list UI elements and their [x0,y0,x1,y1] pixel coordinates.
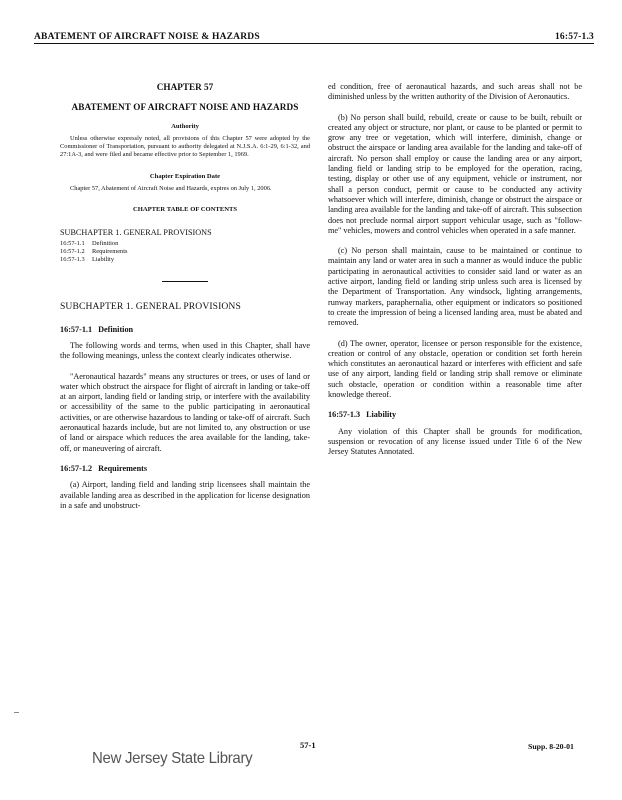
section-number: 16:57-1.3 [328,410,361,420]
requirements-paragraph-a: (a) Airport, landing field and landing strip licensees shall maintain the available landing area as described in the application for license designation in a safe and unobstruct- [60,480,310,510]
toc-entry-title: Requirements [92,247,128,255]
toc-entry-title: Definition [92,239,119,247]
section-heading-liability [328,410,582,420]
chapter-number: CHAPTER 57 [156,82,214,92]
toc-entry [60,240,310,248]
liability-paragraph: Any violation of this Chapter shall be grounds for modification, suspension or revocation of any license issued under Title 6 of the New Jersey Statutes Annotated. [328,426,582,457]
requirements-paragraph-b: (b) No person shall build, rebuild, create or cause to be built, rebuilt or created any object or structure, nor plant, or cause to be planted or permit to grow any tree or vegetation, which will interfere, diminish, change or obstruct the airspace or landing area available for the landing and take-off of aircraft. No person shall employ or cause the landing area or any airport, landing field or landing strip to be employed for the operation, racing, testing, display or other use of any equipment, vehicle or instrument, nor shall a person conduct, permit or cause to be conducted any activity whatsoever which will interfere, diminish, change or obstruct the airspace or landing area available for the landing and take-off of aircraft. This subsection does not preclude normal airport support vehicular usage, such as "follow-me" vehicles, mowers and control vehicles when operated in a safe manner. [328,112,582,235]
toc-heading: CHAPTER TABLE OF CONTENTS [132,206,238,214]
supplement-date: Supp. 8-20-01 [528,742,574,751]
section-title: Definition [98,324,134,334]
section-number: 16:57-1.1 [60,324,93,334]
running-header [34,32,594,44]
definition-intro-paragraph: The following words and terms, when used in this Chapter, shall have the following meanings, unless the context clearly indicates otherwise. [60,340,310,361]
toc-subchapter: SUBCHAPTER 1. GENERAL PROVISIONS [60,227,212,237]
toc-entry-number: 16:57-1.3 [60,255,85,263]
running-header-title: ABATEMENT OF AIRCRAFT NOISE & HAZARDS [34,32,260,42]
chapter-title: ABATEMENT OF AIRCRAFT NOISE AND HAZARDS [71,102,299,113]
expiration-heading: Chapter Expiration Date [149,172,221,180]
right-column [328,82,582,468]
requirements-paragraph-a-continued: ed condition, free of aeronautical hazards, and such areas shall not be diminished unless by the written authority of the Division of Aeronautics. [328,82,582,102]
toc-entry [60,256,310,264]
toc-entry-number: 16:57-1.1 [60,239,85,247]
toc-entry-title: Liability [92,255,115,263]
scan-edge-mark [14,712,19,713]
running-header-section: 16:57-1.3 [554,32,594,42]
section-title: Requirements [98,463,148,473]
subchapter-heading: SUBCHAPTER 1. GENERAL PROVISIONS [60,301,241,313]
section-heading-definition [60,325,310,335]
toc-entry [60,248,310,256]
section-title: Liability [366,410,397,420]
authority-text: Unless otherwise expressly noted, all provisions of this Chapter 57 were adopted by the Commissioner of Transportation, pursuant to authority delegated at N.J.S.A. 6:1-29, 6:1-32, and 27:1A-3, and were filed and became effective prior to September 1, 1969. [60,134,310,159]
authority-heading: Authority [171,122,199,130]
section-number: 16:57-1.2 [60,463,93,473]
library-watermark-logo: New Jersey State Library [92,749,253,768]
page-number: 57-1 [300,740,316,750]
requirements-paragraph-d: (d) The owner, operator, licensee or person responsible for the existence, creation or control of any obstacle, operation or condition set forth herein which constitutes an aeronautical hazard or interferes with efficient and safe use of any airport, landing field or landing strip shall remove or eliminate such obstacle, operation or condition within a reasonable time after knowledge thereof. [328,338,582,400]
expiration-text: Chapter 57, Abatement of Aircraft Noise and Hazards, expires on July 1, 2006. [70,185,272,193]
aeronautical-hazards-definition: "Aeronautical hazards" means any structures or trees, or uses of land or water which obstruct the airspace for flight of aircraft in landing or take-off at an airport, landing field or landing strip, or interfere with the availability or accessibility of the same to the public participating in aeronautical activities, or are otherwise hazardous to landing or take-off of aircraft. Such aeronautical hazards include, but are not limited to, any obstruction or use of land or airspace which reduces the area available for the landing, take-off, or maneuvering of aircraft. [60,371,310,453]
requirements-paragraph-c: (c) No person shall maintain, cause to be maintained or continue to maintain any land or water area in such a manner as would induce the public participating in aeronautical activities to consider said land or water as an active airport, landing field or landing strip unless such area is licensed by the Department of Transportation. Any windsock, lighting arrangements, runway markers, paraphernalia, other equipment or indicators so positioned to create the impression of being a licensed landing area, must be abated and removed. [328,246,582,328]
section-heading-requirements [60,464,310,474]
toc-entry-number: 16:57-1.2 [60,247,85,255]
section-divider [162,281,208,282]
left-column [60,82,310,521]
